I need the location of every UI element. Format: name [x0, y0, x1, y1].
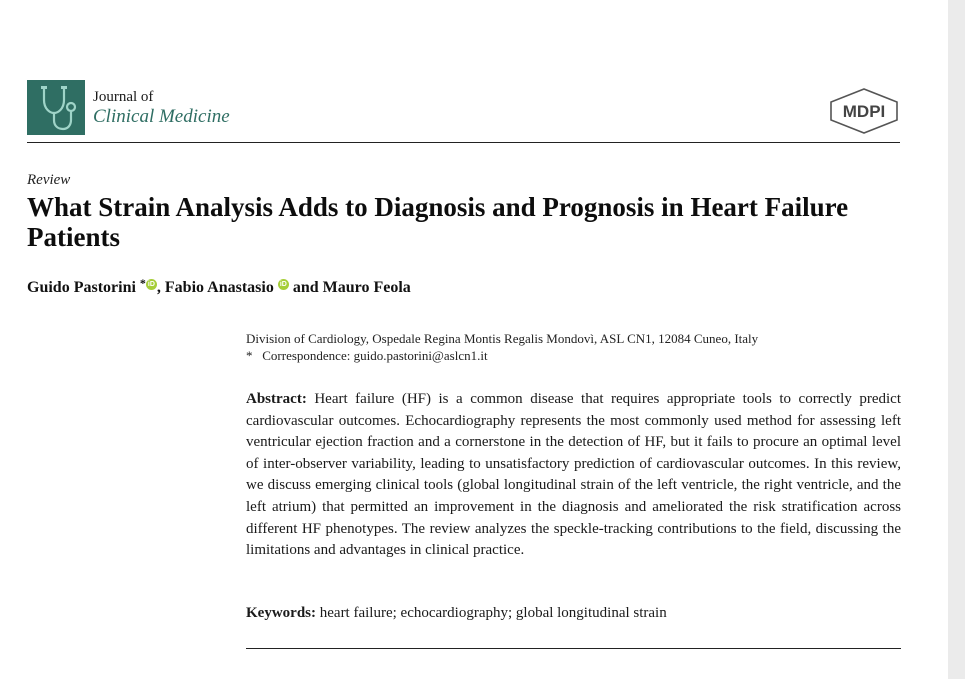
author-name: Fabio Anastasio — [164, 279, 274, 296]
article-title: What Strain Analysis Adds to Diagnosis and Prognosis in Heart Failure Patients — [27, 192, 849, 252]
correspondence: * Correspondence: guido.pastorini@aslcn1.it — [246, 348, 488, 363]
author-list — [27, 273, 411, 298]
keywords-label: Keywords: — [246, 605, 316, 621]
orcid-icon[interactable]: iD — [279, 281, 287, 288]
journal-logo — [27, 80, 85, 135]
journal-name: Clinical Medicine — [93, 106, 230, 127]
abstract-label: Abstract: — [246, 391, 307, 407]
affiliation: Division of Cardiology, Ospedale Regina Montis Regalis Mondovì, ASL CN1, 12084 Cuneo, Italy — [246, 331, 759, 346]
article-type: Review — [27, 172, 71, 188]
keywords-text: heart failure; echocardiography; global longitudinal strain — [319, 605, 667, 621]
abstract-text: Heart failure (HF) is a common disease that requires appropriate tools to correctly predict cardiovascular outcomes. Echocardiography represents the most commonly used method for assessing left ventricular ejection fraction and a cornerstone in the detection of HF, but it fails to procure an optimal level of inter-observer variability, leading to unsatisfactory prediction of cardiovascular outcomes. In this review, we discuss emerging clinical tools (global longitudinal strain of the left ventricle, the right ventricle, and the left atrium) that permitted an improvement in the diagnosis and ameliorated the risk stratification across different HF phenotypes. The review analyzes the speckle-tracking contributions to the field, discussing the limitations and advantages in clinical practice. — [246, 391, 901, 559]
journal-prefix: Journal of — [93, 89, 154, 105]
mdpi-wordmark: MDPI — [842, 102, 886, 121]
mdpi-logo — [828, 88, 900, 134]
keywords — [246, 603, 901, 623]
stethoscope-icon — [27, 80, 85, 135]
orcid-icon[interactable]: iD — [147, 281, 155, 288]
corresponding-author-mark: * — [139, 276, 146, 290]
author-separator: and — [288, 279, 323, 296]
section-rule — [246, 648, 901, 649]
header-rule — [27, 142, 900, 143]
page-edge-strip — [948, 0, 965, 679]
abstract — [246, 389, 901, 562]
author-separator: , — [156, 279, 165, 296]
author-name: Guido Pastorini — [27, 279, 136, 296]
author-name: Mauro Feola — [322, 279, 411, 296]
